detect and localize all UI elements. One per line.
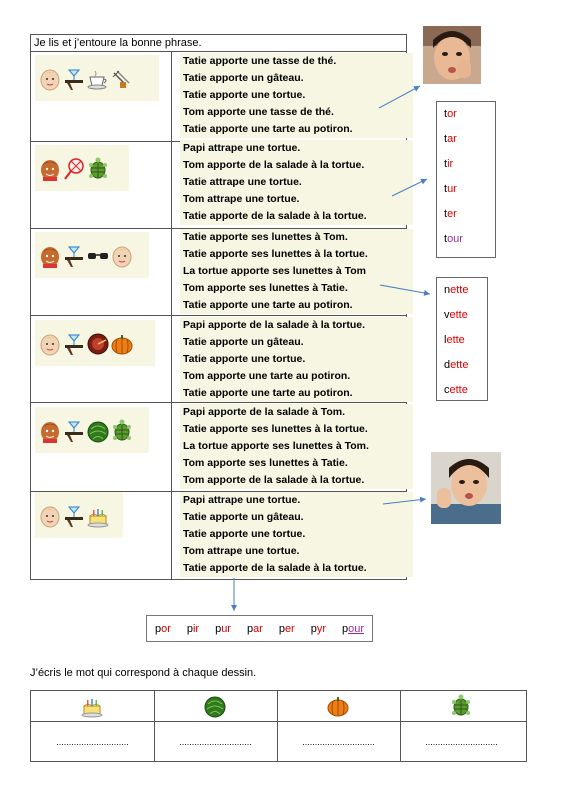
syllable-vowel: ette	[446, 334, 465, 346]
sentence-option[interactable]: Papi apporte de la salade à Tom.	[183, 406, 346, 418]
syllable-vowel: er	[447, 208, 457, 220]
syllable-consonant: p	[154, 622, 162, 635]
sentence-option[interactable]: Tatie apporte ses lunettes à la tortue.	[183, 423, 368, 435]
syllable-vowel: or	[161, 622, 171, 635]
sentence-option[interactable]: Tatie apporte une tortue.	[183, 353, 306, 365]
syllable-vowel: ur	[221, 622, 231, 635]
cake-icon	[81, 694, 103, 723]
syllable-vowel: ette	[450, 284, 469, 296]
sentence-option[interactable]: Tatie apporte de la salade à la tortue.	[183, 210, 367, 222]
sentence-option[interactable]: Tom apporte de la salade à la tortue.	[183, 474, 365, 486]
syllable-consonant: t	[444, 233, 448, 245]
sentence-option[interactable]: Papi apporte de la salade à la tortue.	[183, 319, 366, 331]
syllable-consonant: p	[186, 622, 193, 635]
syllable-consonant: t	[444, 108, 448, 120]
arrow	[379, 86, 420, 108]
sentence-option[interactable]: Papi attrape une tortue.	[183, 494, 301, 506]
sentence-option[interactable]: Tatie apporte une tasse de thé.	[183, 55, 337, 67]
writing-cell	[400, 691, 523, 761]
syllable-consonant: d	[444, 359, 451, 371]
syllable-vowel: our	[447, 233, 463, 245]
syllable-vowel: ar	[447, 133, 457, 145]
exercise-instruction: Je lis et j’entoure la bonne phrase.	[31, 35, 407, 52]
syllable-vowel: er	[284, 622, 295, 635]
sentence-option[interactable]: Tatie apporte une tortue.	[183, 528, 306, 540]
turtle-icon	[450, 694, 472, 723]
sentence-option[interactable]: Tom apporte de la salade à la tortue.	[183, 159, 365, 171]
syllable-consonant: l	[444, 334, 447, 346]
sentence-option[interactable]: Tatie apporte ses lunettes à Tom.	[183, 231, 348, 243]
sentence-option[interactable]: Tatie apporte une tarte au potiron.	[183, 387, 353, 399]
answer-line[interactable]: .............................	[56, 737, 129, 747]
syllable-consonant: v	[444, 309, 450, 321]
sentence-option[interactable]: Tatie apporte une tarte au potiron.	[183, 299, 353, 311]
sentence-option[interactable]: Tatie apporte un gâteau.	[183, 336, 304, 348]
arrow	[380, 285, 430, 294]
sentence-option[interactable]: Tatie apporte un gâteau.	[183, 72, 304, 84]
writing-cell	[31, 691, 155, 761]
writing-cell	[277, 691, 401, 761]
syllable-vowel: ir	[447, 158, 454, 170]
sentence-option[interactable]: Tom attrape une tortue.	[183, 545, 300, 557]
sentence-option[interactable]: Tatie apporte ses lunettes à la tortue.	[183, 248, 368, 260]
syllable-vowel: our	[348, 622, 364, 635]
exercise2-instruction: J’écris le mot qui correspond à chaque dessin.	[30, 667, 257, 679]
syllable-vowel: ur	[447, 183, 457, 195]
sentence-option[interactable]: Tatie apporte un gâteau.	[183, 511, 304, 523]
sentence-option[interactable]: Tatie apporte une tarte au potiron.	[183, 123, 353, 135]
syllable-consonant: t	[444, 133, 448, 145]
syllable-consonant: t	[444, 158, 448, 170]
arrow	[383, 499, 426, 504]
syllable-consonant: p	[215, 622, 222, 635]
writing-cell	[154, 691, 278, 761]
syllable-vowel: ar	[253, 622, 263, 635]
pumpkin-icon	[327, 694, 349, 723]
syllable-consonant: t	[444, 183, 448, 195]
sentence-option[interactable]: Tom apporte une tarte au potiron.	[183, 370, 351, 382]
answer-line[interactable]: .............................	[302, 737, 375, 747]
syllable-vowel: ette	[449, 384, 468, 396]
sentence-option[interactable]: Tatie apporte une tortue.	[183, 89, 306, 101]
sentence-option[interactable]: Tom apporte ses lunettes à Tatie.	[183, 457, 348, 469]
sentence-option[interactable]: La tortue apporte ses lunettes à Tom.	[183, 440, 369, 452]
arrow	[392, 179, 427, 196]
syllable-vowel: ette	[450, 359, 469, 371]
syllable-consonant: p	[246, 622, 254, 635]
lettuce-icon	[204, 694, 226, 723]
syllable-consonant: n	[444, 284, 451, 296]
sentence-option[interactable]: La tortue apporte ses lunettes à Tom	[183, 265, 367, 277]
sentence-option[interactable]: Tom apporte une tasse de thé.	[183, 106, 334, 118]
sentence-option[interactable]: Tatie attrape une tortue.	[183, 176, 302, 188]
syllable-vowel: ette	[449, 309, 468, 321]
sentence-option[interactable]: Tom apporte ses lunettes à Tatie.	[183, 282, 348, 294]
syllable-vowel: ir	[192, 622, 200, 635]
syllable-consonant: p	[310, 622, 317, 635]
syllable-consonant: p	[341, 622, 349, 635]
writing-table	[30, 690, 527, 762]
answer-line[interactable]: .............................	[179, 737, 252, 747]
sentence-option[interactable]: Papi attrape une tortue.	[183, 142, 301, 154]
syllable-consonant: c	[444, 384, 450, 396]
syllable-vowel: or	[447, 108, 457, 120]
answer-line[interactable]: .............................	[425, 737, 498, 747]
syllable-vowel: yr	[316, 622, 326, 635]
sentence-option[interactable]: Tatie apporte de la salade à la tortue.	[183, 562, 367, 574]
sentence-option[interactable]: Tom attrape une tortue.	[183, 193, 300, 205]
syllable-consonant: p	[278, 622, 285, 635]
syllable-consonant: t	[444, 208, 448, 220]
